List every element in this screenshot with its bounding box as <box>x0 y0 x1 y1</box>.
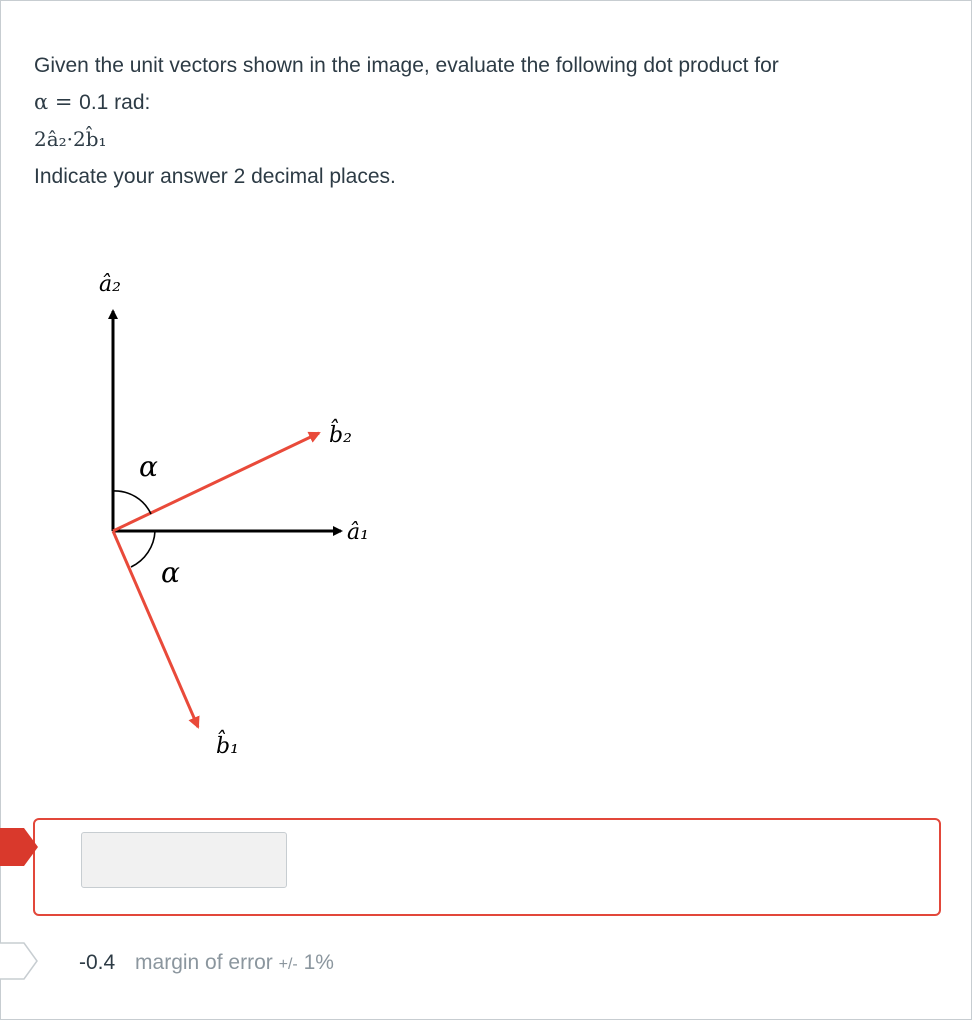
margin-plus-minus: +/- <box>278 956 298 973</box>
angle-arc-bottom <box>131 531 155 567</box>
equals-sign: = <box>48 90 80 114</box>
correct-answer-flag-icon <box>0 942 40 980</box>
label-a1: â₁ <box>347 520 369 545</box>
question-line-1: Given the unit vectors shown in the image, evaluate the following dot product for <box>34 54 779 77</box>
margin-percent: 1% <box>303 951 334 974</box>
correct-answer-value: -0.4 <box>79 951 116 974</box>
alpha-value: 0.1 rad: <box>79 91 151 114</box>
dot-product-expression: 2â₂·2b̂₁ <box>34 127 107 151</box>
angle-arc-top <box>113 491 151 514</box>
alpha-symbol: α <box>34 90 49 114</box>
answer-box <box>33 818 941 916</box>
vector-diagram <box>71 256 431 776</box>
question-line-2 <box>34 84 914 121</box>
instruction-text: Indicate your answer 2 decimal places. <box>34 165 396 188</box>
label-b1: b̂₁ <box>216 734 239 759</box>
margin-label: margin of error <box>135 951 273 974</box>
label-a2: â₂ <box>99 272 121 297</box>
vector-b1 <box>113 531 198 727</box>
correct-answer <box>79 949 334 979</box>
answer-input[interactable] <box>81 832 287 888</box>
incorrect-answer-flag-icon <box>0 828 40 866</box>
margin-of-error <box>135 951 334 974</box>
label-b2: b̂₂ <box>329 423 352 448</box>
label-alpha-bottom: α <box>161 556 180 589</box>
label-alpha-top: α <box>139 450 158 483</box>
question-text <box>34 47 914 195</box>
